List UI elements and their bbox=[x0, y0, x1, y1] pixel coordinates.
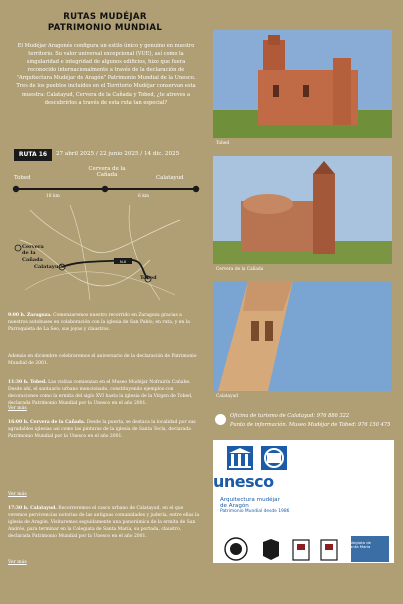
unesco-wordmark: unesco bbox=[213, 472, 274, 491]
paragraph-zaragoza: 9:00 h. Zaragoza. Comenzaremos nuestro recorrido en Zaragoza gracias a nuestros autobuses en colaboración con la iglesia de San Pablo, en ruta, y en la Parroquieta de La Seo, sus joyas y claustros. bbox=[8, 313, 190, 333]
route-stop-cervera bbox=[102, 186, 108, 192]
page-title-line1: RUTAS MUDÉJAR bbox=[63, 12, 147, 22]
town-tobed: Tobed bbox=[14, 175, 31, 181]
distance-1: 18 km bbox=[46, 194, 60, 199]
photo-caption-cervera: Cervera de la Cañada bbox=[216, 267, 264, 272]
town-calatayud: Calatayud bbox=[156, 175, 184, 181]
distance-2: 6 km bbox=[138, 194, 150, 199]
info-bullet-icon bbox=[215, 414, 226, 425]
route-stop-calatayud bbox=[193, 186, 199, 192]
route-stop-tobed bbox=[13, 186, 19, 192]
more-link-cervera[interactable]: Ver más bbox=[8, 492, 27, 497]
intro-text: El Mudéjar Aragonés configura un estilo único y genuino en nuestro territorio. Su valor universal excepcional (VUE), así como la singularidad e integridad de algunos edificios, hizo que fuera reconocido internacionalmente a través de la declaración de "Arquitectura Mudéjar de Aragón" Patrimonio Mundial de la Unesco. Tres de los pueblos incluidos en el Territorio Mudéjar conservan esta muestra: Calatayud, Cervera de la Cañada y Tobed, ¿te atreves a descubrirlos a través de esta ruta tan especial? bbox=[16, 43, 196, 106]
photo-caption-tobed: Tobed bbox=[216, 141, 230, 146]
map-label-tobed: Tobed bbox=[140, 275, 157, 281]
more-link-tobed[interactable]: Ver más bbox=[8, 406, 27, 411]
map-label-cervera: Cervera de la Cañada bbox=[22, 244, 44, 263]
photo-tobed bbox=[213, 30, 392, 138]
more-link-calatayud[interactable]: Ver más bbox=[8, 560, 27, 565]
office-line1: Oficina de turismo de Calatayud: 976 886 322 bbox=[230, 413, 350, 419]
unesco-sub3: Patrimonio Mundial desde 1986 bbox=[220, 509, 290, 514]
colegiata-label: Colegiata de Santa María bbox=[347, 540, 371, 550]
route-dates: 27 abril 2025 / 22 junio 2025 / 14 dic. 2025 bbox=[56, 151, 180, 157]
paragraph-cervera: 16:00 h. Cervera de la Cañada. Desde la puerta, se destaca la localidad por sus agradables iglesias así como las pinturas de la iglesia de Santa Tecla, declarada Patrimonio Mundial por la Unesco en el año 2001. bbox=[8, 420, 196, 440]
unesco-temple-icon bbox=[219, 444, 309, 470]
photo-calatayud bbox=[213, 281, 392, 391]
calatayud-tower-image bbox=[213, 281, 392, 391]
route-line bbox=[10, 183, 206, 199]
office-line2: Punto de información. Museo Mudéjar de Tobed: 976 150 475 bbox=[230, 422, 391, 428]
unesco-sub1: Arquitectura mudéjar bbox=[220, 497, 280, 503]
page-title-line2: PATRIMONIO MUNDIAL bbox=[47, 23, 163, 33]
paragraph-tobed: 11:30 h. Tobed. Las visitas comienzan en el Museo Mudéjar Nofrairín Cañabe. Desde ahí, el santuario urbano mencionado, constituyendo ejemplos con decoraciones como la ermita del siglo XVI hasta la iglesia de la Virgen de Tobed, declarada Patrimonio Mundial por la Unesco en el año 2001. bbox=[8, 380, 193, 407]
photo-caption-calatayud: Calatayud bbox=[216, 394, 239, 399]
tobed-church-image bbox=[213, 30, 392, 138]
road-label: N-II bbox=[119, 259, 127, 264]
town-cervera: Cervera de la Cañada bbox=[88, 166, 126, 179]
cervera-church-image bbox=[213, 156, 392, 264]
paragraph-calatayud: 17:30 h. Calatayud. Recorreremos el casco urbano de Calatayud, en el que veremos pervivencias notorias de las antiguas comunidades y judería, entre ellas la iglesia de Aragón. Visitaremos seguidamente una panorámica de la ermita de San Andrés, para terminar en la Colegiata de Santa María, su portada, claustro, declarada Patrimonio Mundial por la Unesco en el año 2001. bbox=[8, 506, 200, 540]
photo-cervera bbox=[213, 156, 392, 264]
map-label-calatayud: Calatayud bbox=[34, 264, 62, 270]
unesco-sub2: de Aragón bbox=[220, 503, 249, 509]
paragraph-anniversary: Además en diciembre celebraremos el aniversario de la declaración de Patrimonio Mundial de 2001. bbox=[8, 354, 197, 367]
route-badge: RUTA 16 bbox=[14, 149, 52, 161]
